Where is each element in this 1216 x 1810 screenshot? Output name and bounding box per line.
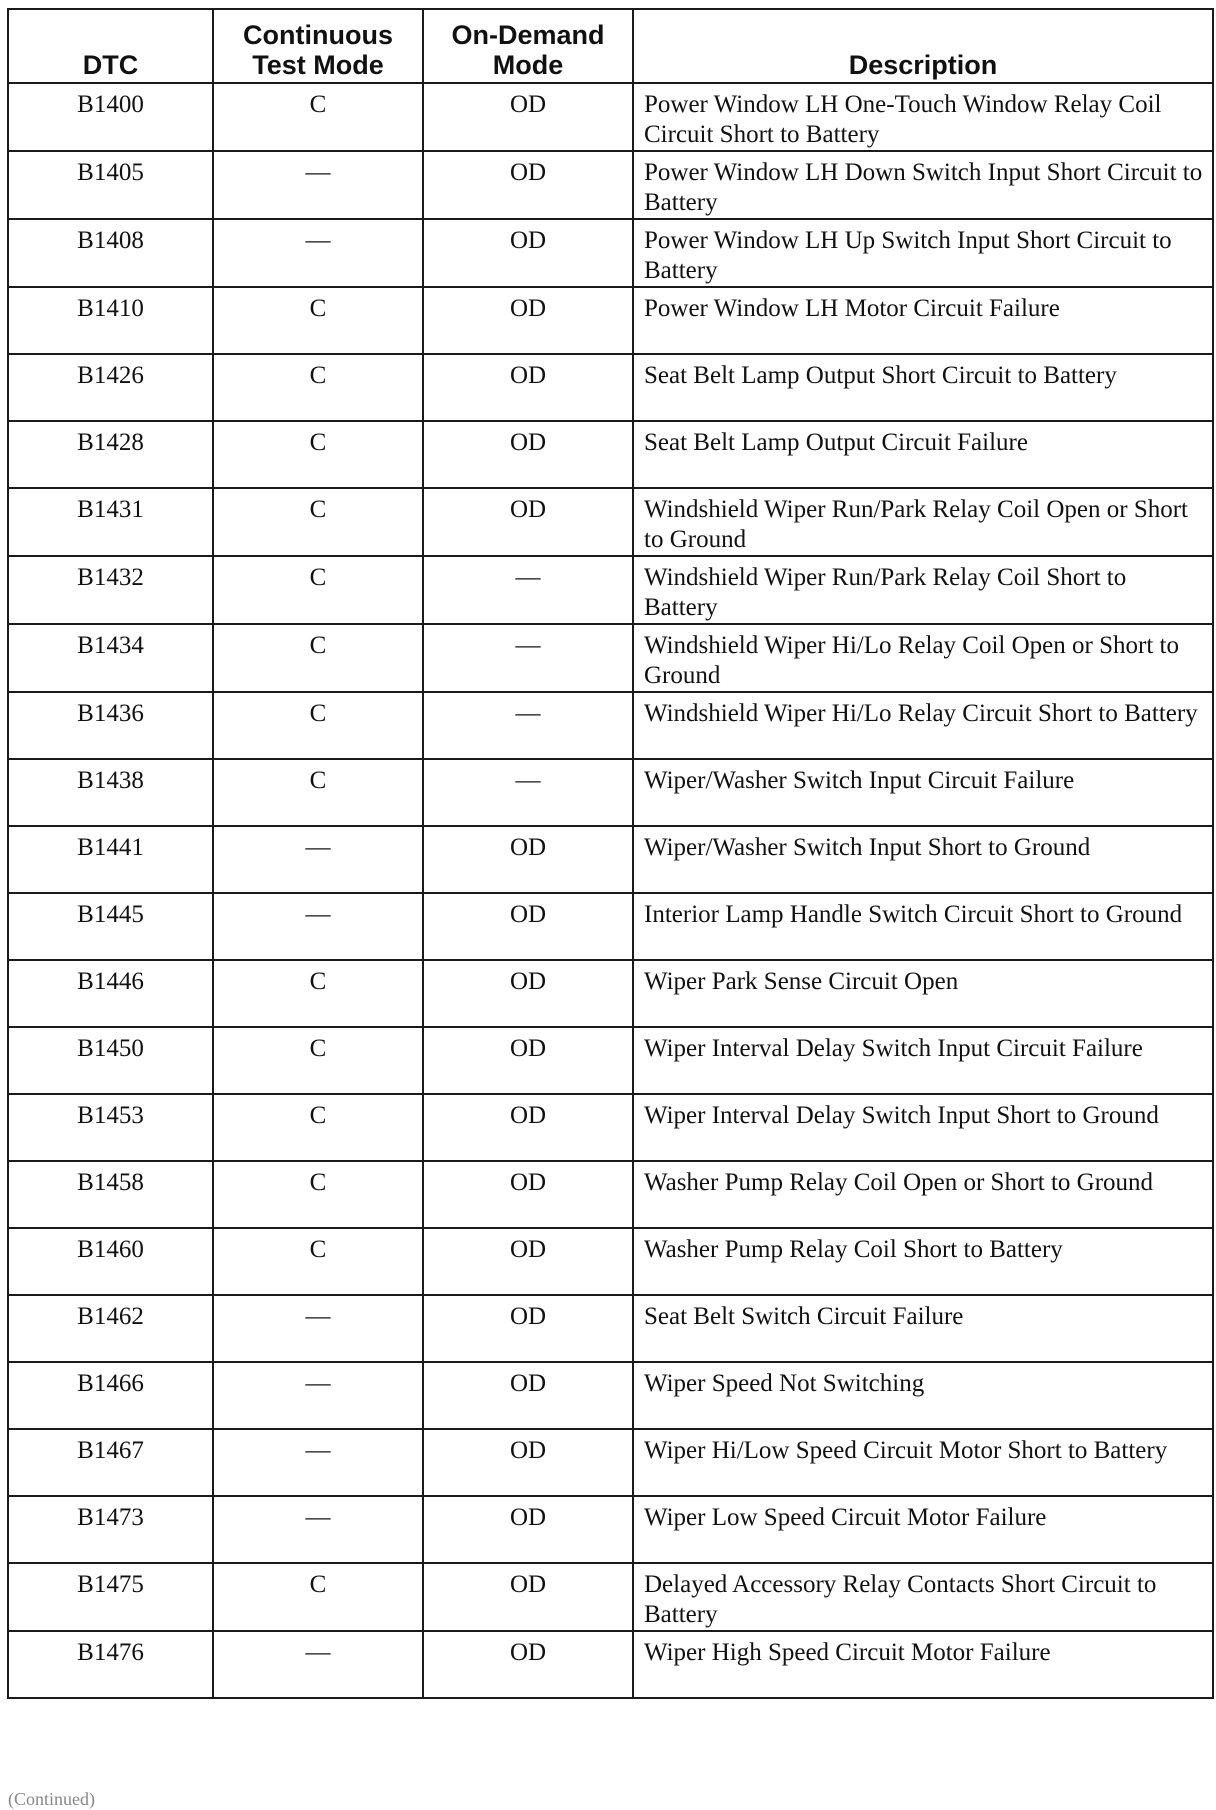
description-cell: Windshield Wiper Run/Park Relay Coil Short to Battery: [633, 556, 1213, 624]
dtc-table: [7, 8, 1214, 1699]
on-demand-mode-cell: OD: [423, 960, 633, 1027]
description-cell: Seat Belt Lamp Output Short Circuit to Battery: [633, 354, 1213, 421]
on-demand-mode-cell: OD: [423, 1094, 633, 1161]
dtc-code: B1453: [8, 1094, 213, 1161]
table-body: [8, 83, 1213, 1698]
description-cell: Power Window LH Down Switch Input Short Circuit to Battery: [633, 151, 1213, 219]
table-row: [8, 1429, 1213, 1496]
description-cell: Wiper/Washer Switch Input Circuit Failure: [633, 759, 1213, 826]
on-demand-mode-cell: OD: [423, 488, 633, 556]
continuous-test-mode-cell: —: [213, 826, 423, 893]
dtc-code: B1438: [8, 759, 213, 826]
dtc-code: B1460: [8, 1228, 213, 1295]
on-demand-mode-cell: OD: [423, 421, 633, 488]
continuous-test-mode-cell: C: [213, 556, 423, 624]
description-cell: Wiper/Washer Switch Input Short to Ground: [633, 826, 1213, 893]
description-cell: Power Window LH One-Touch Window Relay Coil Circuit Short to Battery: [633, 83, 1213, 151]
table-row: [8, 1631, 1213, 1698]
table-row: [8, 1563, 1213, 1631]
dtc-code: B1431: [8, 488, 213, 556]
dtc-code: B1450: [8, 1027, 213, 1094]
header-description: Description: [633, 9, 1213, 83]
table-row: [8, 1228, 1213, 1295]
continuous-test-mode-cell: C: [213, 1027, 423, 1094]
on-demand-mode-cell: —: [423, 759, 633, 826]
continuous-test-mode-cell: —: [213, 893, 423, 960]
description-cell: Seat Belt Switch Circuit Failure: [633, 1295, 1213, 1362]
description-cell: Wiper Park Sense Circuit Open: [633, 960, 1213, 1027]
on-demand-mode-cell: —: [423, 556, 633, 624]
dtc-code: B1408: [8, 219, 213, 287]
continuous-test-mode-cell: C: [213, 354, 423, 421]
table-row: [8, 960, 1213, 1027]
table-row: [8, 1295, 1213, 1362]
on-demand-mode-cell: OD: [423, 287, 633, 354]
continued-note: (Continued): [8, 1789, 95, 1809]
on-demand-mode-cell: OD: [423, 1228, 633, 1295]
header-on-demand-mode: On-Demand Mode: [423, 9, 633, 83]
on-demand-mode-cell: OD: [423, 354, 633, 421]
dtc-code: B1410: [8, 287, 213, 354]
header-continuous-test-mode: Continuous Test Mode: [213, 9, 423, 83]
table-row: [8, 287, 1213, 354]
description-cell: Windshield Wiper Hi/Lo Relay Circuit Short to Battery: [633, 692, 1213, 759]
description-cell: Wiper Speed Not Switching: [633, 1362, 1213, 1429]
continuous-test-mode-cell: C: [213, 1228, 423, 1295]
dtc-code: B1462: [8, 1295, 213, 1362]
description-cell: Seat Belt Lamp Output Circuit Failure: [633, 421, 1213, 488]
continuous-test-mode-cell: C: [213, 421, 423, 488]
dtc-code: B1432: [8, 556, 213, 624]
table-row: [8, 488, 1213, 556]
table-row: [8, 893, 1213, 960]
continuous-test-mode-cell: C: [213, 83, 423, 151]
table-row: [8, 219, 1213, 287]
continuous-test-mode-cell: —: [213, 1496, 423, 1563]
on-demand-mode-cell: OD: [423, 83, 633, 151]
dtc-code: B1441: [8, 826, 213, 893]
description-cell: Wiper Hi/Low Speed Circuit Motor Short to Battery: [633, 1429, 1213, 1496]
on-demand-mode-cell: OD: [423, 1161, 633, 1228]
on-demand-mode-cell: OD: [423, 1362, 633, 1429]
description-cell: Power Window LH Motor Circuit Failure: [633, 287, 1213, 354]
description-cell: Windshield Wiper Run/Park Relay Coil Open or Short to Ground: [633, 488, 1213, 556]
on-demand-mode-cell: OD: [423, 826, 633, 893]
table-row: [8, 826, 1213, 893]
continuous-test-mode-cell: C: [213, 1161, 423, 1228]
continuous-test-mode-cell: —: [213, 1429, 423, 1496]
continuous-test-mode-cell: —: [213, 1362, 423, 1429]
description-cell: Washer Pump Relay Coil Short to Battery: [633, 1228, 1213, 1295]
description-cell: Wiper Interval Delay Switch Input Short to Ground: [633, 1094, 1213, 1161]
table-row: [8, 624, 1213, 692]
on-demand-mode-cell: OD: [423, 151, 633, 219]
dtc-code: B1428: [8, 421, 213, 488]
dtc-code: B1458: [8, 1161, 213, 1228]
continuous-test-mode-cell: C: [213, 287, 423, 354]
description-cell: Power Window LH Up Switch Input Short Circuit to Battery: [633, 219, 1213, 287]
table-row: [8, 1161, 1213, 1228]
dtc-code: B1466: [8, 1362, 213, 1429]
header-dtc: DTC: [8, 9, 213, 83]
description-cell: Wiper Interval Delay Switch Input Circuit Failure: [633, 1027, 1213, 1094]
on-demand-mode-cell: OD: [423, 1429, 633, 1496]
table-row: [8, 1094, 1213, 1161]
table-row: [8, 556, 1213, 624]
continuous-test-mode-cell: —: [213, 151, 423, 219]
on-demand-mode-cell: OD: [423, 1295, 633, 1362]
continuous-test-mode-cell: C: [213, 1563, 423, 1631]
table-row: [8, 83, 1213, 151]
on-demand-mode-cell: OD: [423, 893, 633, 960]
dtc-code: B1426: [8, 354, 213, 421]
on-demand-mode-cell: OD: [423, 1496, 633, 1563]
continuous-test-mode-cell: —: [213, 219, 423, 287]
on-demand-mode-cell: OD: [423, 1027, 633, 1094]
dtc-code: B1436: [8, 692, 213, 759]
table-row: [8, 1496, 1213, 1563]
continuous-test-mode-cell: C: [213, 624, 423, 692]
description-cell: Wiper High Speed Circuit Motor Failure: [633, 1631, 1213, 1698]
dtc-code: B1434: [8, 624, 213, 692]
dtc-code: B1476: [8, 1631, 213, 1698]
continuous-test-mode-cell: —: [213, 1295, 423, 1362]
table-row: [8, 759, 1213, 826]
continuous-test-mode-cell: C: [213, 759, 423, 826]
on-demand-mode-cell: OD: [423, 1563, 633, 1631]
description-cell: Delayed Accessory Relay Contacts Short Circuit to Battery: [633, 1563, 1213, 1631]
on-demand-mode-cell: OD: [423, 1631, 633, 1698]
table-header-row: [8, 9, 1213, 83]
dtc-code: B1446: [8, 960, 213, 1027]
continuous-test-mode-cell: —: [213, 1631, 423, 1698]
continuous-test-mode-cell: C: [213, 960, 423, 1027]
dtc-code: B1475: [8, 1563, 213, 1631]
continuous-test-mode-cell: C: [213, 692, 423, 759]
on-demand-mode-cell: —: [423, 624, 633, 692]
dtc-code: B1400: [8, 83, 213, 151]
description-cell: Interior Lamp Handle Switch Circuit Short to Ground: [633, 893, 1213, 960]
table-row: [8, 692, 1213, 759]
dtc-code: B1445: [8, 893, 213, 960]
continuous-test-mode-cell: C: [213, 488, 423, 556]
table-row: [8, 354, 1213, 421]
description-cell: Windshield Wiper Hi/Lo Relay Coil Open or Short to Ground: [633, 624, 1213, 692]
table-row: [8, 421, 1213, 488]
description-cell: Wiper Low Speed Circuit Motor Failure: [633, 1496, 1213, 1563]
dtc-code: B1405: [8, 151, 213, 219]
table-row: [8, 151, 1213, 219]
table-row: [8, 1027, 1213, 1094]
on-demand-mode-cell: OD: [423, 219, 633, 287]
continuous-test-mode-cell: C: [213, 1094, 423, 1161]
description-cell: Washer Pump Relay Coil Open or Short to Ground: [633, 1161, 1213, 1228]
table-row: [8, 1362, 1213, 1429]
on-demand-mode-cell: —: [423, 692, 633, 759]
dtc-code: B1467: [8, 1429, 213, 1496]
dtc-code: B1473: [8, 1496, 213, 1563]
